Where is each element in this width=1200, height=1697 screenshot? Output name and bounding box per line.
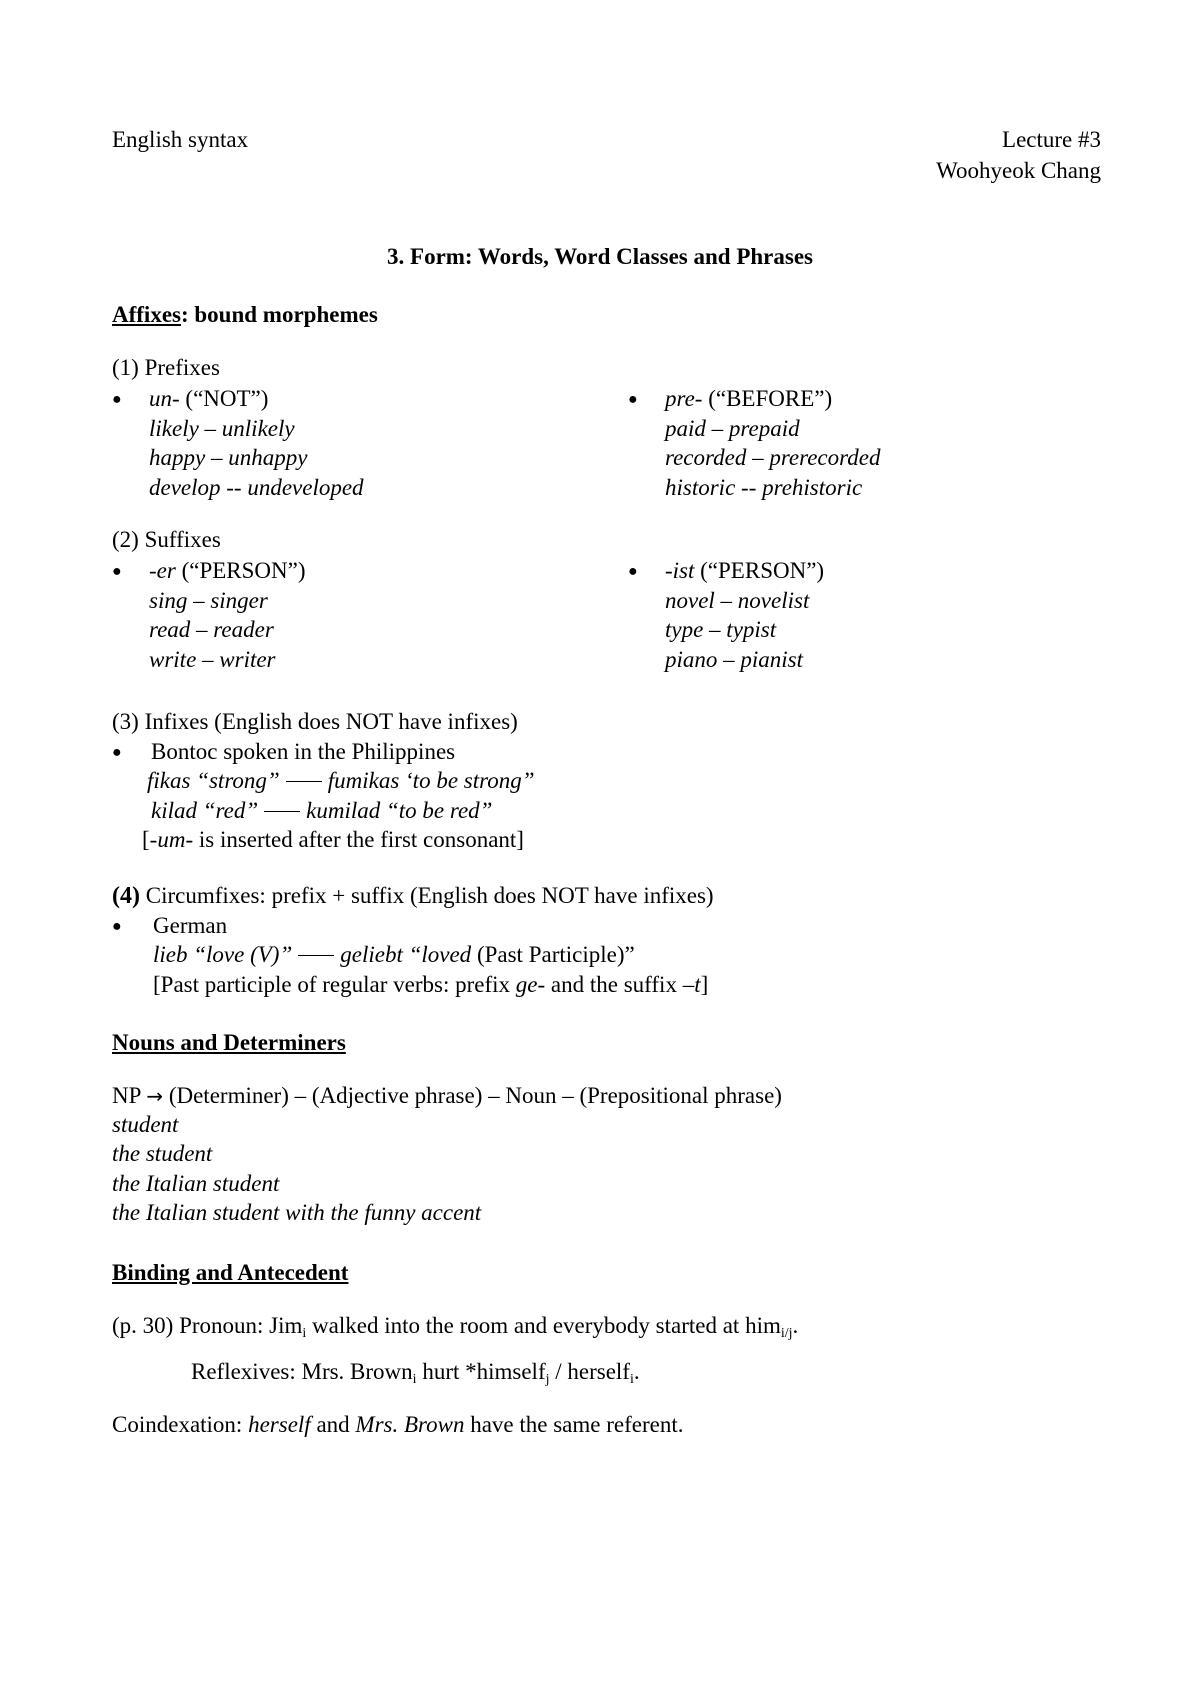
index-subscript: i/j bbox=[780, 1326, 793, 1341]
long-dash-icon bbox=[264, 811, 300, 812]
coindexation-term: Mrs. Brown bbox=[355, 1412, 465, 1437]
infix-example-1-base: fikas “strong” bbox=[147, 768, 280, 793]
circumfix-example-base: lieb “love (V)” bbox=[153, 942, 293, 967]
np-rule-lhs: NP bbox=[112, 1083, 147, 1108]
circumfix-example bbox=[153, 943, 635, 966]
bullet-icon: ● bbox=[112, 391, 122, 408]
suffix-ist-example: novel – novelist bbox=[665, 588, 810, 613]
suffix-ist-affix: -ist bbox=[665, 558, 695, 583]
prefix-pre-affix: pre- bbox=[665, 386, 703, 411]
prefix-pre-example: historic -- prehistoric bbox=[665, 475, 863, 500]
suffix-ist-head bbox=[665, 559, 824, 582]
coindexation-term: herself bbox=[248, 1412, 311, 1437]
affixes-heading bbox=[112, 303, 378, 326]
suffix-ist-gloss: (“PERSON”) bbox=[694, 558, 825, 583]
prefix-pre-example: paid – prepaid bbox=[665, 416, 800, 441]
circumfix-note-text: ] bbox=[700, 972, 709, 997]
pronoun-text: (p. 30) Pronoun: Jim bbox=[112, 1313, 303, 1338]
reflexive-example bbox=[191, 1359, 640, 1387]
circumfix-note bbox=[153, 973, 708, 996]
circumfix-note-t: –t bbox=[682, 972, 701, 997]
prefix-pre-head bbox=[665, 387, 832, 410]
circumfix-example-derived: geliebt “loved bbox=[340, 942, 472, 967]
prefixes-label: (1) Prefixes bbox=[112, 355, 220, 380]
prefix-un-head bbox=[149, 387, 268, 410]
nouns-heading: Nouns and Determiners bbox=[112, 1030, 346, 1055]
circumfix-note-text: [Past participle of regular verbs: prefix bbox=[153, 972, 516, 997]
prefix-un-example: likely – unlikely bbox=[149, 416, 295, 441]
suffix-er-affix: -er bbox=[149, 558, 176, 583]
circumfixes-bullet-text: German bbox=[153, 913, 228, 938]
infixes-label: (3) Infixes (English does NOT have infixes) bbox=[112, 709, 518, 734]
prefix-pre-example: recorded – prerecorded bbox=[665, 445, 881, 470]
infix-note-affix: -um- bbox=[149, 827, 194, 852]
infix-note-text: is inserted after the first consonant] bbox=[193, 827, 524, 852]
infix-note-bracket: [ bbox=[142, 827, 150, 852]
np-example: the student bbox=[112, 1141, 213, 1166]
bullet-icon: ● bbox=[112, 563, 122, 580]
course-title: English syntax bbox=[112, 127, 249, 152]
lecture-number: Lecture #3 bbox=[1002, 127, 1101, 152]
index-subscript: j bbox=[545, 1372, 550, 1387]
prefix-un-example: develop -- undeveloped bbox=[149, 475, 364, 500]
np-example: the Italian student bbox=[112, 1171, 280, 1196]
index-subscript: i bbox=[412, 1372, 417, 1387]
circumfix-example-gloss: (Past Participle)” bbox=[471, 942, 635, 967]
suffix-er-example: write – writer bbox=[149, 647, 276, 672]
coindexation-text: Coindexation: bbox=[112, 1412, 249, 1437]
suffix-ist-example: piano – pianist bbox=[665, 647, 804, 672]
reflexive-text: / herself bbox=[549, 1359, 630, 1384]
page-title: 3. Form: Words, Word Classes and Phrases bbox=[387, 244, 813, 269]
circumfixes-text: Circumfixes: prefix + suffix (English does NOT have infixes) bbox=[139, 883, 714, 908]
infixes-bullet-text: Bontoc spoken in the Philippines bbox=[151, 739, 456, 764]
infix-example-2 bbox=[151, 799, 492, 822]
infix-example-2-base: kilad “red” bbox=[151, 798, 259, 823]
circumfix-note-ge: ge bbox=[515, 972, 538, 997]
reflexive-text: . bbox=[633, 1359, 640, 1384]
infix-example-2-derived: kumilad “to be red” bbox=[306, 798, 493, 823]
circumfix-note-text: - and the suffix bbox=[537, 972, 683, 997]
circumfixes-label bbox=[112, 884, 714, 908]
suffix-er-head bbox=[149, 559, 306, 582]
prefix-pre-gloss: (“BEFORE”) bbox=[702, 386, 833, 411]
suffixes-label: (2) Suffixes bbox=[112, 527, 221, 552]
affixes-heading-underlined: Affixes bbox=[112, 302, 181, 327]
np-example: the Italian student with the funny accent bbox=[112, 1200, 482, 1225]
infix-example-1 bbox=[147, 769, 535, 792]
coindexation-text: have the same referent. bbox=[464, 1412, 684, 1437]
right-arrow-icon: → bbox=[146, 1084, 164, 1108]
bullet-icon: ● bbox=[628, 563, 638, 580]
bullet-icon: ● bbox=[112, 744, 122, 761]
infix-example-1-derived: fumikas ‘to be strong” bbox=[327, 768, 535, 793]
suffix-er-example: sing – singer bbox=[149, 588, 268, 613]
prefix-un-example: happy – unhappy bbox=[149, 445, 308, 470]
author-name: Woohyeok Chang bbox=[936, 158, 1101, 183]
infix-note bbox=[142, 828, 524, 851]
index-subscript: i bbox=[629, 1372, 634, 1387]
prefix-un-affix: un- bbox=[149, 386, 180, 411]
pronoun-example bbox=[112, 1313, 799, 1341]
affixes-heading-rest: : bound morphemes bbox=[180, 302, 378, 327]
circumfixes-number: (4) bbox=[112, 883, 140, 909]
long-dash-icon bbox=[286, 781, 322, 782]
np-example: student bbox=[112, 1112, 179, 1137]
bullet-icon: ● bbox=[112, 918, 122, 935]
reflexive-text: Reflexives: Mrs. Brown bbox=[191, 1359, 413, 1384]
prefix-un-gloss: (“NOT”) bbox=[179, 386, 269, 411]
np-rule bbox=[112, 1084, 782, 1107]
suffix-er-example: read – reader bbox=[149, 617, 274, 642]
index-subscript: i bbox=[302, 1326, 307, 1341]
long-dash-icon bbox=[298, 955, 334, 956]
bullet-icon: ● bbox=[628, 391, 638, 408]
np-rule-rhs: (Determiner) – (Adjective phrase) – Noun – (Prepositional phrase) bbox=[163, 1083, 782, 1108]
suffix-er-gloss: (“PERSON”) bbox=[175, 558, 306, 583]
reflexive-text: hurt *himself bbox=[416, 1359, 546, 1384]
pronoun-text: . bbox=[792, 1313, 799, 1338]
coindexation-note bbox=[112, 1413, 684, 1436]
binding-heading: Binding and Antecedent bbox=[112, 1260, 349, 1285]
coindexation-text: and bbox=[310, 1412, 356, 1437]
pronoun-text: walked into the room and everybody started at him bbox=[306, 1313, 781, 1338]
suffix-ist-example: type – typist bbox=[665, 617, 777, 642]
